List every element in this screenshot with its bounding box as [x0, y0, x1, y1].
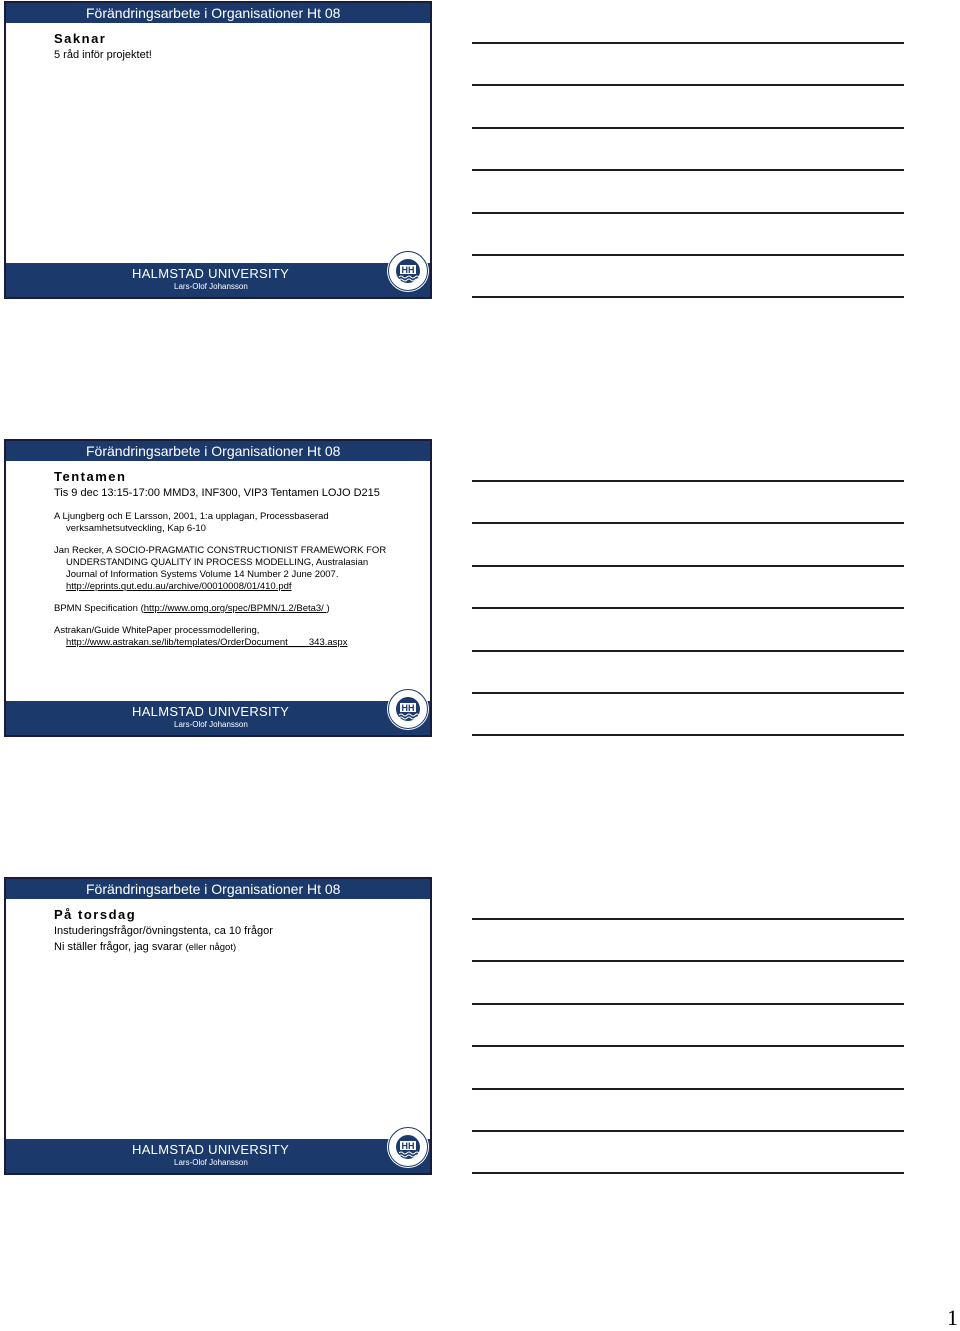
slide-body: [54, 907, 422, 956]
slide-2: [4, 439, 432, 737]
note-line: [472, 522, 904, 524]
university-logo-icon: [386, 685, 430, 733]
reference-4-link[interactable]: http://www.astrakan.se/lib/templates/OrderDocument____343.aspx: [66, 637, 348, 648]
note-line: [472, 254, 904, 256]
reference-1-line-2: verksamhetsutveckling, Kap 6-10: [66, 523, 206, 534]
reference-2-line-3: Journal of Information Systems Volume 14 Number 2 June 2007.: [66, 569, 339, 580]
slide-1: [4, 1, 432, 299]
author-name: Lars-Olof Johansson: [174, 1158, 248, 1167]
slide-title: Tentamen: [54, 469, 127, 484]
slide-header: Förändringsarbete i Organisationer Ht 08: [6, 879, 430, 899]
slide-text-1: Instuderingsfrågor/övningstenta, ca 10 frågor: [54, 925, 273, 937]
reference-2-link[interactable]: http://eprints.qut.edu.au/archive/00010008/01/410.pdf: [66, 581, 292, 592]
slide-title: På torsdag: [54, 907, 137, 922]
slide-footer: [6, 701, 430, 735]
note-line: [472, 650, 904, 652]
note-line: [472, 1003, 904, 1005]
note-line: [472, 84, 904, 86]
slide-footer: [6, 1139, 430, 1173]
reference-3: [54, 603, 422, 615]
note-line: [472, 1172, 904, 1174]
reference-2-line-2: UNDERSTANDING QUALITY IN PROCESS MODELLING, Australasian: [66, 557, 369, 568]
slide-footer: [6, 263, 430, 297]
author-name: Lars-Olof Johansson: [174, 720, 248, 729]
note-line: [472, 1130, 904, 1132]
reference-3-prefix: BPMN Specification (: [54, 603, 144, 614]
reference-3-suffix: ): [326, 603, 330, 614]
university-name: HALMSTAD UNIVERSITY: [132, 704, 290, 719]
note-line: [472, 734, 904, 736]
slide-header: Förändringsarbete i Organisationer Ht 08: [6, 3, 430, 23]
note-line: [472, 42, 904, 44]
slide-header: Förändringsarbete i Organisationer Ht 08: [6, 441, 430, 461]
university-logo-icon: [386, 1123, 430, 1171]
slide-body: [54, 31, 422, 63]
note-line: [472, 692, 904, 694]
reference-4: Astrakan/Guide WhitePaper processmodellering,: [54, 625, 260, 636]
note-line: [472, 296, 904, 298]
note-line: [472, 918, 904, 920]
slide-body: [54, 469, 422, 649]
university-name: HALMSTAD UNIVERSITY: [132, 1142, 290, 1157]
university-logo-icon: [386, 247, 430, 295]
note-line: [472, 565, 904, 567]
note-line: [472, 1088, 904, 1090]
note-line: [472, 212, 904, 214]
slide-text-2-small: (eller något): [185, 942, 237, 953]
slide-3: [4, 877, 432, 1175]
slide-text: 5 råd inför projektet!: [54, 49, 152, 61]
slide-text-2: [54, 939, 422, 956]
note-line: [472, 960, 904, 962]
note-line: [472, 127, 904, 129]
reference-1-line-1: A Ljungberg och E Larsson, 2001, 1:a upplagan, Processbaserad: [54, 511, 329, 522]
note-line: [472, 480, 904, 482]
university-name: HALMSTAD UNIVERSITY: [132, 266, 290, 281]
note-line: [472, 1045, 904, 1047]
slide-text-2-main: Ni ställer frågor, jag svarar: [54, 941, 186, 953]
reference-2-line-1: Jan Recker, A SOCIO-PRAGMATIC CONSTRUCTIONIST FRAMEWORK FOR: [54, 545, 387, 556]
author-name: Lars-Olof Johansson: [174, 282, 248, 291]
note-line: [472, 607, 904, 609]
page-number: 1: [947, 1305, 958, 1330]
note-line: [472, 169, 904, 171]
exam-info: Tis 9 dec 13:15-17:00 MMD3, INF300, VIP3 Tentamen LOJO D215: [54, 487, 380, 499]
slide-title: Saknar: [54, 31, 107, 46]
reference-3-link[interactable]: http://www.omg.org/spec/BPMN/1.2/Beta3/: [143, 603, 327, 614]
